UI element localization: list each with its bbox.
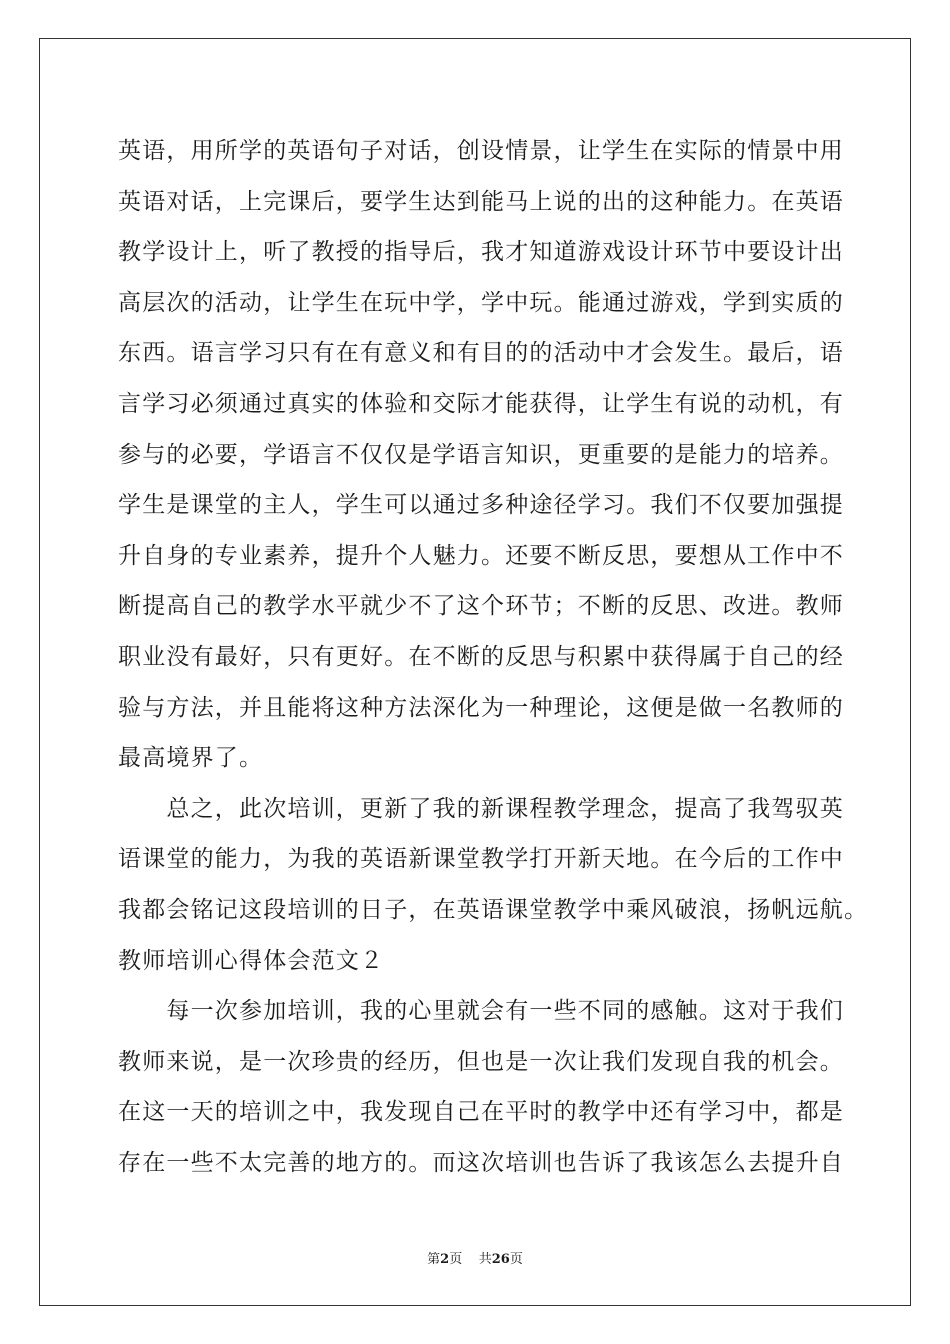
text-line: 高层次的活动，让学生在玩中学，学中玩。能通过游戏，学到实质的 <box>118 289 844 316</box>
text-line: 升自身的专业素养，提升个人魅力。还要不断反思，要想从工作中不 <box>118 542 844 569</box>
section-heading: 教师培训心得体会范文２ <box>118 947 385 974</box>
text-line: 职业没有最好，只有更好。在不断的反思与积累中获得属于自己的经 <box>118 643 844 670</box>
text-line: 英语，用所学的英语句子对话，创设情景，让学生在实际的情景中用 <box>118 138 844 164</box>
text-line: 断提高自己的教学水平就少不了这个环节；不断的反思、改进。教师 <box>118 593 844 620</box>
footer-page-prefix: 第 <box>427 1252 441 1267</box>
text-line: 总之，此次培训，更新了我的新课程教学理念，提高了我驾驭英 <box>118 795 844 822</box>
text-line: 学生是课堂的主人，学生可以通过多种途径学习。我们不仅要加强提 <box>118 492 844 519</box>
text-line: 言学习必须通过真实的体验和交际才能获得，让学生有说的动机，有 <box>118 390 844 417</box>
text-line: 在这一天的培训之中，我发现自己在平时的教学中还有学习中，都是 <box>118 1099 844 1126</box>
text-line: 教师来说，是一次珍贵的经历，但也是一次让我们发现自我的机会。 <box>118 1048 844 1075</box>
page-footer <box>0 1248 950 1267</box>
text-line: 我都会铭记这段培训的日子，在英语课堂教学中乘风破浪，扬帆远航。 <box>118 896 869 923</box>
footer-page-suffix: 页 <box>449 1252 463 1267</box>
text-line: 教学设计上，听了教授的指导后，我才知道游戏设计环节中要设计出 <box>118 239 844 266</box>
footer-page-number: 2 <box>440 1252 450 1267</box>
text-line: 参与的必要，学语言不仅仅是学语言知识，更重要的是能力的培养。 <box>118 441 844 468</box>
text-line: 语课堂的能力，为我的英语新课堂教学打开新天地。在今后的工作中 <box>118 846 844 873</box>
footer-total-suffix: 页 <box>509 1252 523 1267</box>
text-line: 每一次参加培训，我的心里就会有一些不同的感触。这对于我们 <box>118 998 844 1025</box>
footer-total-number: 26 <box>491 1252 510 1267</box>
footer-total-prefix: 共 <box>478 1252 492 1267</box>
text-line: 最高境界了。 <box>118 745 264 772</box>
text-line: 东西。语言学习只有在有意义和有目的的活动中才会发生。最后，语 <box>118 340 844 367</box>
text-line: 验与方法，并且能将这种方法深化为一种理论，这便是做一名教师的 <box>118 694 844 721</box>
text-line: 英语对话，上完课后，要学生达到能马上说的出的这种能力。在英语 <box>118 188 844 215</box>
text-line: 存在一些不太完善的地方的。而这次培训也告诉了我该怎么去提升自 <box>118 1149 844 1176</box>
document-body <box>118 126 869 1188</box>
